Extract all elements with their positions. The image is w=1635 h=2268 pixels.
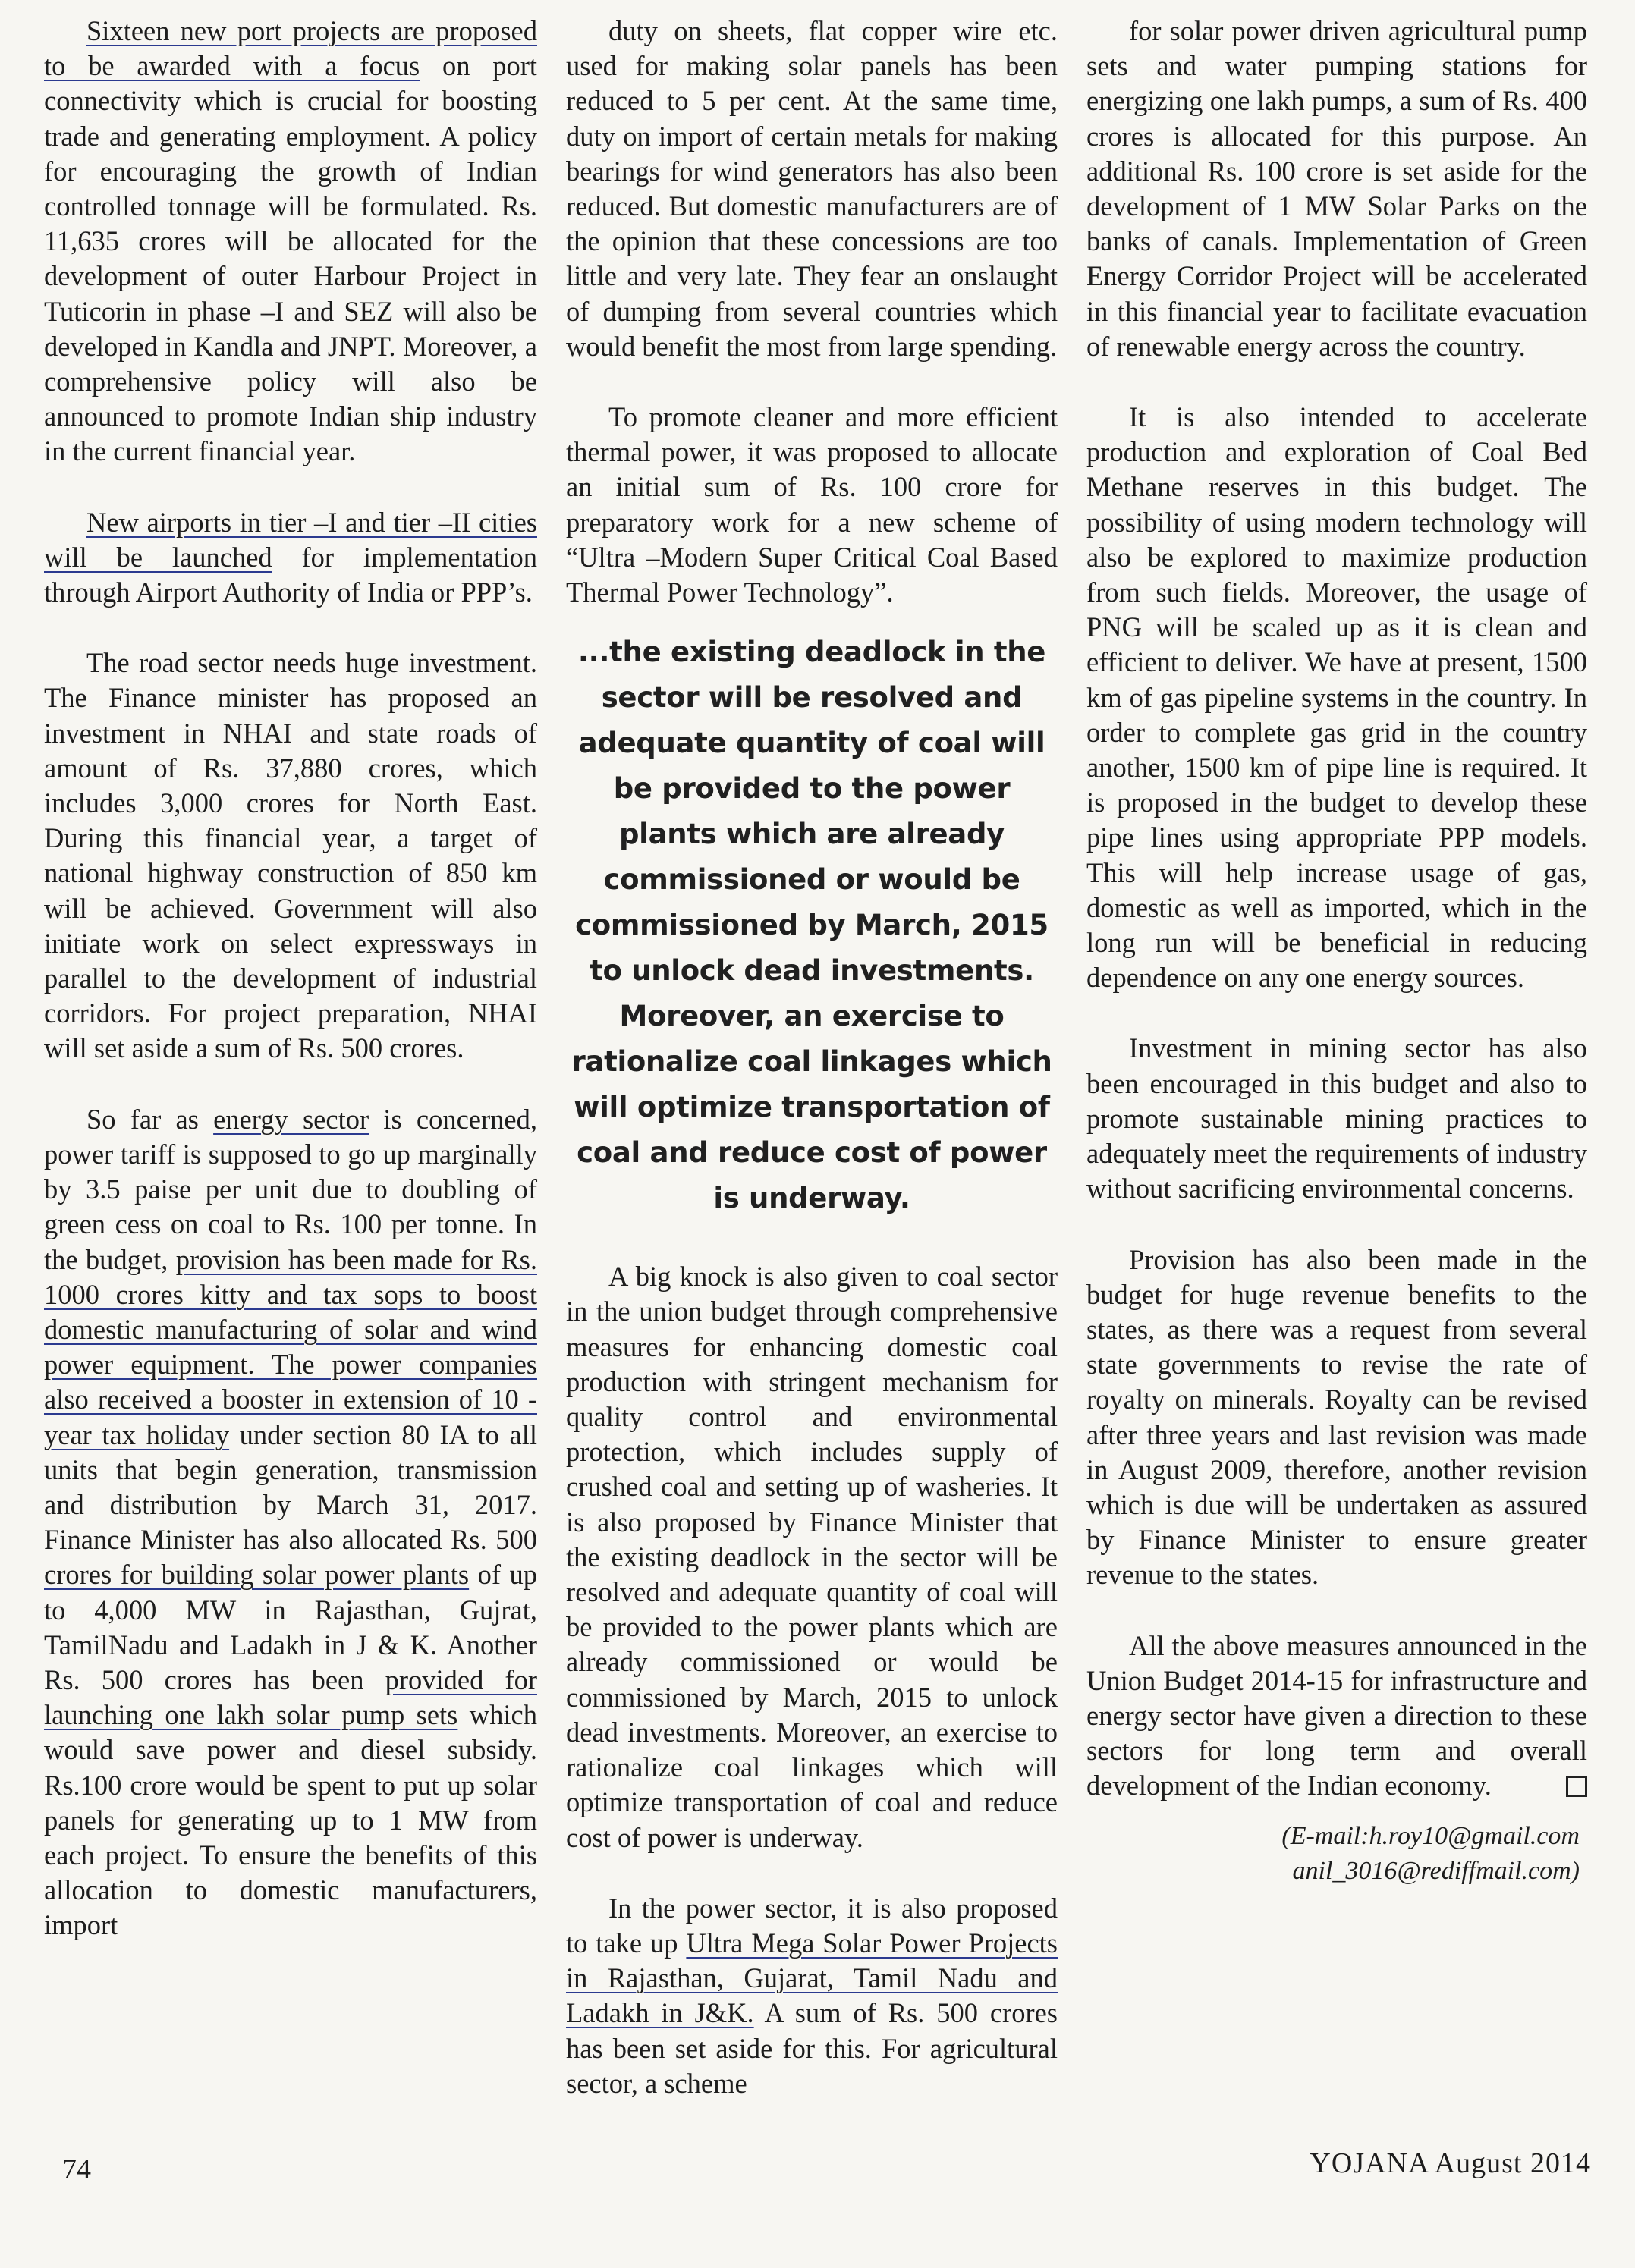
paragraph-thermal-power: To promote cleaner and more efficient thermal power, it was proposed to allocate an initial sum of Rs. 100 crore for preparatory work for a new scheme of “Ultra –Modern Super Critical Coal Based Thermal Power Technology”.: [566, 401, 1058, 608]
paragraph-import-duty: duty on sheets, flat copper wire etc. used for making solar panels has been reduced to 5 per cent. At the same time, duty on import of certain metals for making bearings for wind generators has also been reduced. But domestic manufacturers are of the opinion that these concessions are too little and very late. They fear an onslaught of dumping from several countries which would benefit the most from large spending.: [566, 15, 1058, 362]
underlined-text: New airports in tier –I and tier –II cities will be launched: [44, 506, 537, 573]
paragraph-ports: Sixteen new port projects are proposed to be awarded with a focus on port connectivity which is crucial for boosting trade and generating employment. A policy for encouraging the growth of Indian controlled tonnage will be formulated. Rs. 11,635 crores will be allocated for the development of outer Harbour Project in Tuticorin in phase –I and SEZ will also be developed in Kandla and JNPT. Moreover, a comprehensive policy will also be announced to promote Indian ship industry in the current financial year.: [44, 15, 538, 467]
paragraph-royalty: Provision has also been made in the budget for huge revenue benefits to the states, as there was a request from several state governments to revise the rate of royalty on minerals. Royalty can be revised after three years and last revision was made in August 2009, therefore, another revision which is due will be undertaken as assured by Finance Minister to ensure greater revenue to the states.: [1086, 1243, 1587, 1591]
paragraph-coal-bed-methane: It is also intended to accelerate production and exploration of Coal Bed Methane reserves in this budget. The possibility of using modern technology will also be explored to maximize production from such fields. Moreover, the usage of PNG will be scaled up as it is clean and efficient to deliver. We have at present, 1500 km of gas pipeline systems in the country. In order to complete gas grid in the country another, 1500 km of pipe line is required. It is proposed in the budget to develop these pipe lines using appropriate PPP models. This will help increase usage of gas, domestic as well as imported, which in the long run will be beneficial in reducing dependence on any one energy sources.: [1086, 401, 1587, 994]
column-3: [1086, 14, 1587, 1889]
author-emails: [1086, 1819, 1580, 1889]
column-2: [566, 14, 1058, 2137]
paragraph-energy: So far as energy sector is concerned, power tariff is supposed to go up marginally by 3.5 paise per unit due to doubling of green cess on coal to Rs. 100 per tonne. In the budget, provision has been made for Rs. 1000 crores kitty and tax sops to boost domestic manufacturing of solar and wind power equipment. The power companies also received a booster in extension of 10 - year tax holiday under section 80 IA to all units that begin generation, transmission and distribution by March 31, 2017. Finance Minister has also allocated Rs. 500 crores for building solar power plants of up to 4,000 MW in Rajasthan, Gujrat, TamilNadu and Ladakh in J & K. Another Rs. 500 crores has been provided for launching one lakh solar pump sets which would save power and diesel subsidy. Rs.100 crore would be spent to put up solar panels for generating up to 1 MW from each project. To ensure the benefits of this allocation to domestic manufacturers, import: [44, 1103, 538, 1941]
paragraph-airports: New airports in tier –I and tier –II cities will be launched for implementation through Airport Authority of India or PPP’s.: [44, 506, 537, 608]
page-number: 74: [62, 2153, 91, 2185]
underlined-text: Ultra Mega Solar Power Projects in Rajasthan, Gujarat, Tamil Nadu and Ladakh in J&K.: [566, 1927, 1058, 2029]
magazine-footer: YOJANA August 2014: [1310, 2147, 1591, 2179]
paragraph-coal-sector: A big knock is also given to coal sector in the union budget through comprehensive measures for enhancing domestic coal production with stringent mechanism for quality control and environmental protection, which includes supply of crushed coal and setting up of washeries. It is also proposed by Finance Minister that the existing deadlock in the sector will be resolved and adequate quantity of coal will be provided to the power plants which are already commissioned or would be commissioned by March, 2015 to unlock dead investments. Moreover, an exercise to rationalize coal linkages which will optimize transportation of coal and reduce cost of power is underway.: [566, 1261, 1058, 1853]
pull-quote: ...the existing deadlock in the sector will be resolved and adequate quantity of coal will be provided to the power plants which are already commissioned or would be commissioned by March, 2015 to unlock dead investments. Moreover, an exercise to rationalize coal linkages which will optimize transportation of coal and reduce cost of power is underway.: [571, 636, 1052, 1215]
underlined-text: Sixteen new port projects are proposed to be awarded with a focus: [44, 15, 537, 82]
paragraph-mining: Investment in mining sector has also been encouraged in this budget and also to promote sustainable mining practices to adequately meet the requirements of industry without sacrificing environmental concerns.: [1086, 1032, 1587, 1205]
paragraph-roads: The road sector needs huge investment. The Finance minister has proposed an investment in NHAI and state roads of amount of Rs. 37,880 crores, which includes 3,000 crores for North East. During this financial year, a target of national highway construction of 850 km will be achieved. Government will also initiate work on select expressways in parallel to the development of industrial corridors. For project preparation, NHAI will set aside a sum of Rs. 500 crores.: [44, 647, 537, 1064]
paragraph-solar-pumps: for solar power driven agricultural pump sets and water pumping stations for energizing one lakh pumps, a sum of Rs. 400 crores is allocated for this purpose. An additional Rs. 100 crore is set aside for the development of 1 MW Solar Parks on the banks of canals. Implementation of Green Energy Corridor Project will be accelerated in this financial year to facilitate evacuation of renewable energy across the country.: [1086, 15, 1587, 362]
email-2: anil_3016@rediffmail.com): [1292, 1856, 1580, 1885]
end-of-article-square-icon: [1566, 1776, 1587, 1797]
paragraph-conclusion: All the above measures announced in the Union Budget 2014-15 for infrastructure and energy sector have given a direction to these sectors for long term and overall development of the Indian economy.: [1086, 1629, 1587, 1802]
paragraph-power-sector: In the power sector, it is also proposed to take up Ultra Mega Solar Power Projects in Rajasthan, Gujarat, Tamil Nadu and Ladakh in J&K. A sum of Rs. 500 crores has been set aside for this. For agricultural sector, a scheme: [566, 1892, 1058, 2099]
underlined-text: energy sector: [213, 1103, 369, 1135]
email-1: (E-mail:h.roy10@gmail.com: [1281, 1821, 1580, 1850]
underlined-text: crores for building solar power plants: [44, 1559, 470, 1591]
underlined-text: provision has been made for Rs. 1000 crores kitty and tax sops to boost domestic manufacturing of solar and wind power equipment. The power companies also received a booster in extension of 10 - year tax holiday: [44, 1243, 537, 1450]
column-1: [44, 14, 537, 1979]
underlined-text: provided for launching one lakh solar pump sets: [44, 1663, 537, 1731]
